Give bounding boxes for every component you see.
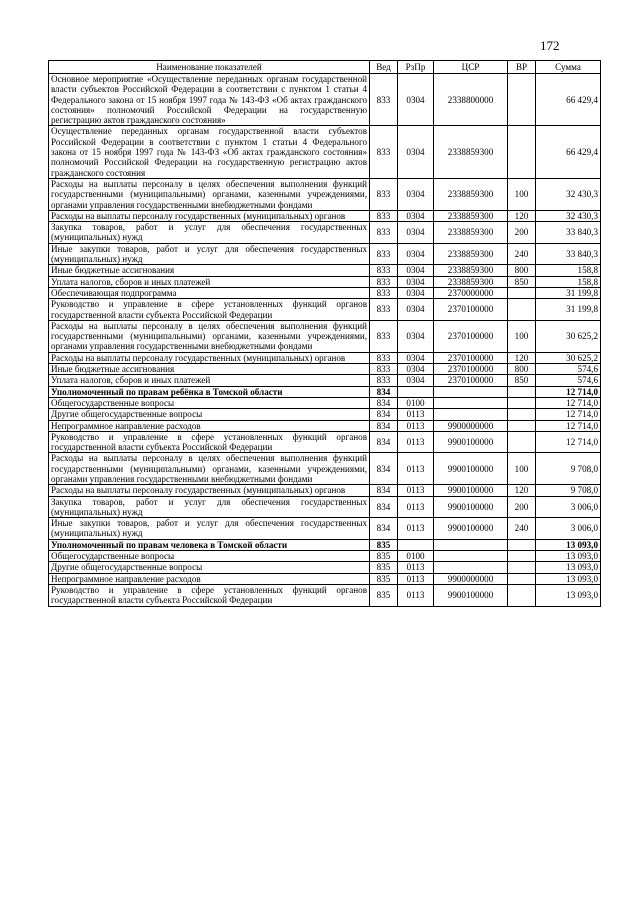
cell-name: Иные бюджетные ассигнования xyxy=(49,364,370,375)
cell-vr: 100 xyxy=(508,453,536,485)
cell-name: Расходы на выплаты персоналу в целях обеспечения выполнения функций государственными (муниципальными) органами, казенными учреждениями, органами управления государственными внебюджетными фондами xyxy=(49,320,370,352)
table-row xyxy=(49,431,601,453)
cell-rzpr: 0304 xyxy=(398,276,434,287)
cell-name: Руководство и управление в сфере установленных функций органов государственной власти субъекта Российской Федерации xyxy=(49,299,370,321)
cell-ved: 833 xyxy=(370,364,398,375)
table-row xyxy=(49,287,601,298)
table-row xyxy=(49,386,601,397)
cell-vr: 800 xyxy=(508,364,536,375)
cell-name: Основное мероприятие «Осуществление переданных органам государственной власти субъектов Российской Федерации в соответствии с пунктом 1 статьи 4 Федерального закона от 15 ноября 1997 года № 143-ФЗ «Об актах гражданского состояния» полномочий Российской Федерации на государственную регистрацию актов гражданского состояния» xyxy=(49,74,370,126)
cell-vr: 240 xyxy=(508,243,536,265)
cell-vr: 200 xyxy=(508,222,536,244)
cell-rzpr: 0113 xyxy=(398,573,434,584)
cell-sum: 66 429,4 xyxy=(536,126,601,178)
cell-sum: 12 714,0 xyxy=(536,431,601,453)
cell-vr xyxy=(508,126,536,178)
cell-ved: 835 xyxy=(370,573,398,584)
cell-rzpr: 0304 xyxy=(398,320,434,352)
cell-vr: 800 xyxy=(508,265,536,276)
table-row xyxy=(49,265,601,276)
cell-sum: 12 714,0 xyxy=(536,420,601,431)
cell-name: Расходы на выплаты персоналу в целях обеспечения выполнения функций государственными (муниципальными) органами, казенными учреждениями, органами управления государственными внебюджетными фондами xyxy=(49,453,370,485)
cell-name: Уполномоченный по правам человека в Томской области xyxy=(49,539,370,550)
cell-name: Расходы на выплаты персоналу государственных (муниципальных) органов xyxy=(49,485,370,496)
cell-name: Расходы на выплаты персоналу государственных (муниципальных) органов xyxy=(49,352,370,363)
cell-rzpr: 0113 xyxy=(398,518,434,540)
cell-name: Иные бюджетные ассигнования xyxy=(49,265,370,276)
cell-ved: 834 xyxy=(370,431,398,453)
cell-csr: 9900100000 xyxy=(434,453,508,485)
table-row xyxy=(49,539,601,550)
cell-ved: 833 xyxy=(370,265,398,276)
cell-vr xyxy=(508,74,536,126)
cell-vr: 100 xyxy=(508,178,536,210)
cell-sum: 12 714,0 xyxy=(536,386,601,397)
cell-vr: 120 xyxy=(508,210,536,221)
cell-name: Уполномоченный по правам ребёнка в Томской области xyxy=(49,386,370,397)
cell-rzpr: 0304 xyxy=(398,222,434,244)
table-row xyxy=(49,210,601,221)
cell-sum: 66 429,4 xyxy=(536,74,601,126)
cell-sum: 3 006,0 xyxy=(536,518,601,540)
cell-rzpr: 0113 xyxy=(398,485,434,496)
cell-sum: 30 625,2 xyxy=(536,320,601,352)
cell-rzpr: 0304 xyxy=(398,126,434,178)
cell-sum: 13 093,0 xyxy=(536,562,601,573)
cell-name: Уплата налогов, сборов и иных платежей xyxy=(49,276,370,287)
table-row xyxy=(49,453,601,485)
cell-rzpr: 0304 xyxy=(398,287,434,298)
cell-name: Обеспечивающая подпрограмма xyxy=(49,287,370,298)
table-row xyxy=(49,276,601,287)
cell-ved: 833 xyxy=(370,243,398,265)
table-row xyxy=(49,320,601,352)
table-row xyxy=(49,375,601,386)
cell-ved: 833 xyxy=(370,320,398,352)
table-row xyxy=(49,126,601,178)
table-row xyxy=(49,584,601,606)
cell-sum: 9 708,0 xyxy=(536,453,601,485)
cell-csr: 2370100000 xyxy=(434,352,508,363)
cell-name: Закупка товаров, работ и услуг для обеспечения государственных (муниципальных) нужд xyxy=(49,496,370,518)
cell-csr: 9900100000 xyxy=(434,496,508,518)
cell-rzpr xyxy=(398,386,434,397)
table-row xyxy=(49,178,601,210)
cell-csr: 2338859300 xyxy=(434,126,508,178)
cell-csr: 2370100000 xyxy=(434,364,508,375)
cell-ved: 834 xyxy=(370,485,398,496)
cell-vr xyxy=(508,420,536,431)
cell-csr: 2370000000 xyxy=(434,287,508,298)
table-row xyxy=(49,364,601,375)
cell-rzpr: 0304 xyxy=(398,74,434,126)
cell-sum: 32 430,3 xyxy=(536,210,601,221)
cell-rzpr: 0100 xyxy=(398,397,434,408)
table-row xyxy=(49,352,601,363)
table-row xyxy=(49,299,601,321)
table-row xyxy=(49,496,601,518)
cell-csr xyxy=(434,562,508,573)
cell-csr: 2338859300 xyxy=(434,265,508,276)
cell-csr: 2338859300 xyxy=(434,243,508,265)
cell-rzpr: 0304 xyxy=(398,243,434,265)
header-rzpr: РзПр xyxy=(398,61,434,74)
cell-sum: 32 430,3 xyxy=(536,178,601,210)
cell-ved: 833 xyxy=(370,126,398,178)
cell-vr: 850 xyxy=(508,375,536,386)
cell-vr xyxy=(508,431,536,453)
table-row xyxy=(49,518,601,540)
table-header-row xyxy=(49,61,601,74)
cell-ved: 834 xyxy=(370,420,398,431)
cell-ved: 834 xyxy=(370,453,398,485)
cell-ved: 833 xyxy=(370,222,398,244)
table-row xyxy=(49,551,601,562)
cell-name: Закупка товаров, работ и услуг для обеспечения государственных (муниципальных) нужд xyxy=(49,222,370,244)
cell-csr: 2338859300 xyxy=(434,222,508,244)
cell-csr xyxy=(434,397,508,408)
cell-csr: 9900000000 xyxy=(434,420,508,431)
cell-ved: 834 xyxy=(370,518,398,540)
cell-csr: 2338859300 xyxy=(434,276,508,287)
cell-rzpr: 0304 xyxy=(398,352,434,363)
cell-vr xyxy=(508,551,536,562)
cell-csr: 2338800000 xyxy=(434,74,508,126)
cell-ved: 833 xyxy=(370,352,398,363)
cell-vr xyxy=(508,299,536,321)
cell-csr: 2370100000 xyxy=(434,375,508,386)
budget-table xyxy=(48,60,601,607)
header-name: Наименование показателей xyxy=(49,61,370,74)
header-vr: ВР xyxy=(508,61,536,74)
cell-csr xyxy=(434,539,508,550)
cell-rzpr: 0304 xyxy=(398,265,434,276)
cell-ved: 835 xyxy=(370,584,398,606)
cell-rzpr: 0304 xyxy=(398,210,434,221)
cell-csr: 9900100000 xyxy=(434,485,508,496)
cell-sum: 12 714,0 xyxy=(536,397,601,408)
cell-vr: 120 xyxy=(508,485,536,496)
cell-rzpr: 0304 xyxy=(398,364,434,375)
cell-ved: 835 xyxy=(370,562,398,573)
cell-name: Непрограммное направление расходов xyxy=(49,420,370,431)
table-row xyxy=(49,420,601,431)
cell-csr: 9900000000 xyxy=(434,573,508,584)
cell-sum: 3 006,0 xyxy=(536,496,601,518)
cell-ved: 834 xyxy=(370,496,398,518)
cell-sum: 13 093,0 xyxy=(536,551,601,562)
cell-vr xyxy=(508,397,536,408)
cell-vr: 120 xyxy=(508,352,536,363)
cell-sum: 9 708,0 xyxy=(536,485,601,496)
cell-sum: 158,8 xyxy=(536,276,601,287)
cell-ved: 834 xyxy=(370,386,398,397)
cell-ved: 833 xyxy=(370,375,398,386)
cell-rzpr: 0113 xyxy=(398,409,434,420)
cell-csr: 9900100000 xyxy=(434,518,508,540)
cell-name: Иные закупки товаров, работ и услуг для обеспечения государственных (муниципальных) нужд xyxy=(49,243,370,265)
cell-ved: 835 xyxy=(370,539,398,550)
cell-vr xyxy=(508,562,536,573)
cell-name: Расходы на выплаты персоналу государственных (муниципальных) органов xyxy=(49,210,370,221)
cell-vr xyxy=(508,386,536,397)
cell-ved: 833 xyxy=(370,178,398,210)
table-row xyxy=(49,485,601,496)
cell-ved: 833 xyxy=(370,299,398,321)
cell-sum: 30 625,2 xyxy=(536,352,601,363)
cell-vr: 100 xyxy=(508,320,536,352)
cell-sum: 13 093,0 xyxy=(536,539,601,550)
cell-vr: 200 xyxy=(508,496,536,518)
cell-csr: 2338859300 xyxy=(434,210,508,221)
cell-rzpr: 0304 xyxy=(398,178,434,210)
cell-vr xyxy=(508,287,536,298)
table-body xyxy=(49,74,601,607)
cell-name: Другие общегосударственные вопросы xyxy=(49,409,370,420)
cell-rzpr: 0113 xyxy=(398,562,434,573)
cell-name: Общегосударственные вопросы xyxy=(49,551,370,562)
cell-rzpr xyxy=(398,539,434,550)
cell-rzpr: 0304 xyxy=(398,299,434,321)
table-row xyxy=(49,222,601,244)
cell-vr xyxy=(508,573,536,584)
cell-sum: 13 093,0 xyxy=(536,584,601,606)
cell-ved: 833 xyxy=(370,210,398,221)
cell-rzpr: 0113 xyxy=(398,584,434,606)
cell-csr xyxy=(434,551,508,562)
cell-name: Общегосударственные вопросы xyxy=(49,397,370,408)
cell-vr: 850 xyxy=(508,276,536,287)
cell-name: Расходы на выплаты персоналу в целях обеспечения выполнения функций государственными (муниципальными) органами, казенными учреждениями, органами управления государственными внебюджетными фондами xyxy=(49,178,370,210)
cell-sum: 31 199,8 xyxy=(536,299,601,321)
table-row xyxy=(49,409,601,420)
cell-vr xyxy=(508,539,536,550)
cell-csr: 2370100000 xyxy=(434,320,508,352)
cell-csr: 2338859300 xyxy=(434,178,508,210)
header-sum: Сумма xyxy=(536,61,601,74)
page-number: 172 xyxy=(540,38,560,53)
cell-name: Непрограммное направление расходов xyxy=(49,573,370,584)
table-row xyxy=(49,573,601,584)
header-csr: ЦСР xyxy=(434,61,508,74)
cell-rzpr: 0113 xyxy=(398,431,434,453)
cell-vr: 240 xyxy=(508,518,536,540)
cell-sum: 33 840,3 xyxy=(536,243,601,265)
cell-csr: 9900100000 xyxy=(434,584,508,606)
cell-ved: 833 xyxy=(370,287,398,298)
cell-vr xyxy=(508,409,536,420)
cell-csr: 9900100000 xyxy=(434,431,508,453)
cell-sum: 33 840,3 xyxy=(536,222,601,244)
cell-name: Иные закупки товаров, работ и услуг для обеспечения государственных (муниципальных) нужд xyxy=(49,518,370,540)
cell-ved: 835 xyxy=(370,551,398,562)
cell-sum: 574,6 xyxy=(536,375,601,386)
cell-rzpr: 0113 xyxy=(398,453,434,485)
cell-rzpr: 0113 xyxy=(398,420,434,431)
cell-csr: 2370100000 xyxy=(434,299,508,321)
table-row xyxy=(49,397,601,408)
table-row xyxy=(49,74,601,126)
table-row xyxy=(49,562,601,573)
cell-ved: 833 xyxy=(370,74,398,126)
cell-rzpr: 0113 xyxy=(398,496,434,518)
cell-rzpr: 0100 xyxy=(398,551,434,562)
cell-vr xyxy=(508,584,536,606)
cell-csr xyxy=(434,386,508,397)
cell-sum: 12 714,0 xyxy=(536,409,601,420)
cell-name: Уплата налогов, сборов и иных платежей xyxy=(49,375,370,386)
cell-sum: 31 199,8 xyxy=(536,287,601,298)
cell-ved: 834 xyxy=(370,409,398,420)
cell-sum: 13 093,0 xyxy=(536,573,601,584)
cell-name: Руководство и управление в сфере установленных функций органов государственной власти субъекта Российской Федерации xyxy=(49,431,370,453)
header-ved: Вед xyxy=(370,61,398,74)
cell-sum: 158,8 xyxy=(536,265,601,276)
cell-ved: 834 xyxy=(370,397,398,408)
cell-sum: 574,6 xyxy=(536,364,601,375)
cell-name: Осуществление переданных органам государственной власти субъектов Российской Федерации в соответствии с пунктом 1 статьи 4 Федерального закона от 15 ноября 1997 года № 143-ФЗ «Об актах гражданского состояния» полномочий Российской Федерации на государственную регистрацию актов гражданского состояния xyxy=(49,126,370,178)
cell-name: Другие общегосударственные вопросы xyxy=(49,562,370,573)
cell-rzpr: 0304 xyxy=(398,375,434,386)
cell-ved: 833 xyxy=(370,276,398,287)
cell-name: Руководство и управление в сфере установленных функций органов государственной власти субъекта Российской Федерации xyxy=(49,584,370,606)
table-row xyxy=(49,243,601,265)
cell-csr xyxy=(434,409,508,420)
